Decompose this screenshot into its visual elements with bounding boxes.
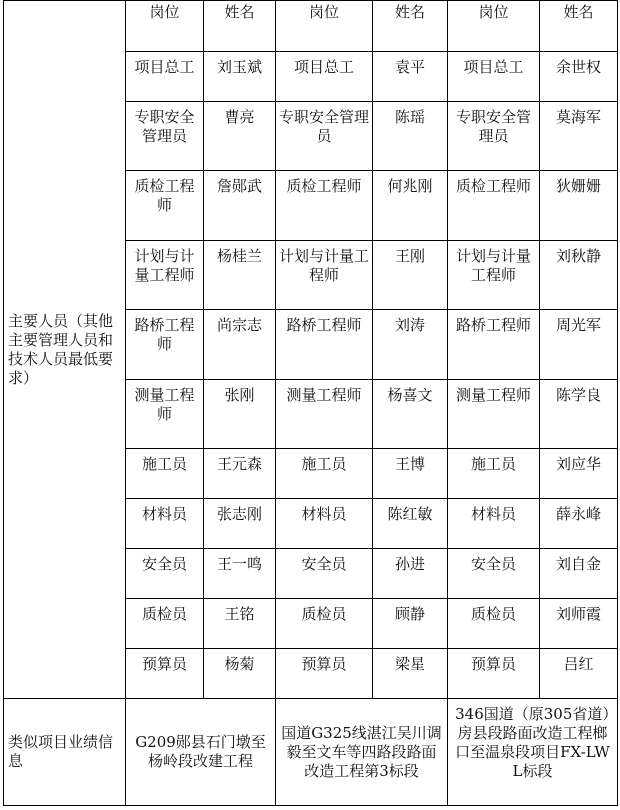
header-post-2: 岗位 — [276, 1, 373, 52]
name-cell: 尚宗志 — [204, 310, 276, 380]
header-row — [4, 1, 618, 52]
name-cell: 王铭 — [204, 599, 276, 649]
post-cell: 施工员 — [276, 449, 373, 499]
name-cell: 张刚 — [204, 380, 276, 449]
project-cell-1: G209郧县石门墩至杨岭段改建工程 — [126, 699, 276, 806]
name-cell: 周光军 — [540, 310, 618, 380]
post-cell: 安全员 — [448, 549, 540, 599]
post-cell: 质检工程师 — [448, 171, 540, 241]
name-cell: 陈瑶 — [373, 102, 448, 171]
post-cell: 材料员 — [126, 499, 204, 549]
name-cell: 薛永峰 — [540, 499, 618, 549]
post-cell: 项目总工 — [276, 52, 373, 102]
staff-table — [3, 0, 618, 806]
name-cell: 刘玉斌 — [204, 52, 276, 102]
post-cell: 施工员 — [126, 449, 204, 499]
post-cell: 路桥工程师 — [126, 310, 204, 380]
project-cell-3: 346国道（原305省道）房县段路面改造工程榔口至温泉段项目FX-LWL标段 — [448, 699, 618, 806]
name-cell: 詹郧武 — [204, 171, 276, 241]
name-cell: 王元森 — [204, 449, 276, 499]
name-cell: 刘涛 — [373, 310, 448, 380]
post-cell: 专职安全管理员 — [276, 102, 373, 171]
post-cell: 计划与计量工程师 — [276, 241, 373, 310]
name-cell: 陈红敏 — [373, 499, 448, 549]
post-cell: 测量工程师 — [126, 380, 204, 449]
name-cell: 王一鸣 — [204, 549, 276, 599]
post-cell: 计划与计量工程师 — [448, 241, 540, 310]
post-cell: 测量工程师 — [448, 380, 540, 449]
name-cell: 王刚 — [373, 241, 448, 310]
post-cell: 专职安全管理员 — [126, 102, 204, 171]
post-cell: 路桥工程师 — [276, 310, 373, 380]
performance-label-cell: 类似项目业绩信息 — [4, 699, 126, 806]
name-cell: 吕红 — [540, 649, 618, 699]
name-cell: 张志刚 — [204, 499, 276, 549]
post-cell: 质检工程师 — [126, 171, 204, 241]
header-name-3: 姓名 — [540, 1, 618, 52]
name-cell: 刘自金 — [540, 549, 618, 599]
post-cell: 安全员 — [276, 549, 373, 599]
name-cell: 刘师霞 — [540, 599, 618, 649]
post-cell: 质检员 — [448, 599, 540, 649]
header-name-2: 姓名 — [373, 1, 448, 52]
staff-label-cell: 主要人员（其他主要管理人员和技术人员最低要求） — [4, 1, 126, 699]
post-cell: 预算员 — [448, 649, 540, 699]
header-post-1: 岗位 — [126, 1, 204, 52]
post-cell: 预算员 — [126, 649, 204, 699]
post-cell: 材料员 — [448, 499, 540, 549]
post-cell: 安全员 — [126, 549, 204, 599]
post-cell: 项目总工 — [126, 52, 204, 102]
name-cell: 孙进 — [373, 549, 448, 599]
post-cell: 施工员 — [448, 449, 540, 499]
header-name-1: 姓名 — [204, 1, 276, 52]
post-cell: 材料员 — [276, 499, 373, 549]
name-cell: 王博 — [373, 449, 448, 499]
name-cell: 何兆刚 — [373, 171, 448, 241]
post-cell: 路桥工程师 — [448, 310, 540, 380]
post-cell: 专职安全管理员 — [448, 102, 540, 171]
name-cell: 杨菊 — [204, 649, 276, 699]
post-cell: 质检员 — [276, 599, 373, 649]
name-cell: 梁星 — [373, 649, 448, 699]
name-cell: 杨桂兰 — [204, 241, 276, 310]
name-cell: 狄姗姗 — [540, 171, 618, 241]
performance-row — [4, 699, 618, 806]
post-cell: 项目总工 — [448, 52, 540, 102]
post-cell: 测量工程师 — [276, 380, 373, 449]
name-cell: 刘应华 — [540, 449, 618, 499]
name-cell: 陈学良 — [540, 380, 618, 449]
post-cell: 计划与计量工程师 — [126, 241, 204, 310]
name-cell: 曹亮 — [204, 102, 276, 171]
name-cell: 余世权 — [540, 52, 618, 102]
project-cell-2: 国道G325线湛江吴川调毅至文车等四路段路面改造工程第3标段 — [276, 699, 448, 806]
name-cell: 袁平 — [373, 52, 448, 102]
name-cell: 顾静 — [373, 599, 448, 649]
post-cell: 预算员 — [276, 649, 373, 699]
post-cell: 质检员 — [126, 599, 204, 649]
name-cell: 杨喜文 — [373, 380, 448, 449]
post-cell: 质检工程师 — [276, 171, 373, 241]
header-post-3: 岗位 — [448, 1, 540, 52]
name-cell: 刘秋静 — [540, 241, 618, 310]
name-cell: 莫海军 — [540, 102, 618, 171]
